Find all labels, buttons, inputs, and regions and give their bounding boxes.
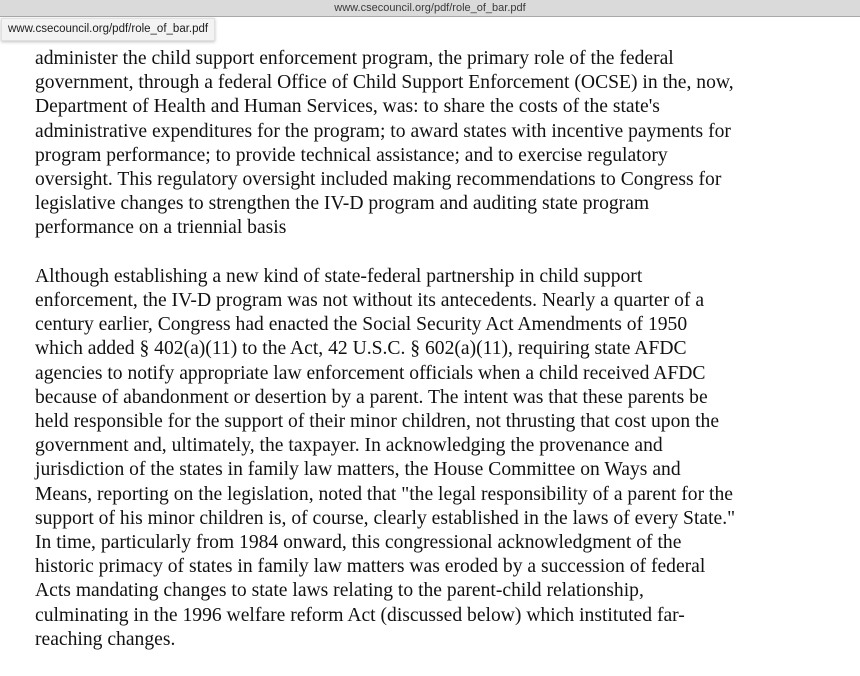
tooltip-text: www.csecouncil.org/pdf/role_of_bar.pdf: [8, 23, 209, 35]
text-line: program performance; to provide technical assistance; and to exercise regulatory: [35, 144, 668, 166]
text-line: culminating in the 1996 welfare reform Act (discussed below) which instituted far-: [35, 604, 685, 626]
text-line: Means, reporting on the legislation, noted that "the legal responsibility of a parent for the: [35, 483, 733, 505]
window-title: www.csecouncil.org/pdf/role_of_bar.pdf: [334, 2, 526, 14]
text-line: government and, ultimately, the taxpayer. In acknowledging the provenance and: [35, 435, 663, 457]
text-line: reaching changes.: [35, 628, 176, 650]
url-tooltip: [1, 18, 215, 41]
text-line: oversight. This regulatory oversight included making recommendations to Congress for: [35, 169, 722, 191]
text-line: Acts mandating changes to state laws relating to the parent-child relationship,: [35, 580, 644, 602]
text-line: In time, particularly from 1984 onward, this congressional acknowledgment of the: [35, 532, 682, 554]
text-line: century earlier, Congress had enacted the Social Security Act Amendments of 1950: [35, 314, 688, 336]
text-line: administer the child support enforcement program, the primary role of the federal: [35, 48, 674, 69]
text-line: held responsible for the support of their minor children, not thrusting that cost upon the: [35, 411, 720, 433]
text-line: agencies to notify appropriate law enforcement officials when a child received AFDC: [35, 362, 706, 384]
text-line: support of his minor children is, of course, clearly established in the laws of every State.": [35, 507, 736, 529]
text-line: legislative changes to strengthen the IV-D program and auditing state program: [35, 193, 650, 215]
pdf-document-body: [35, 47, 835, 676]
text-line: which added § 402(a)(11) to the Act, 42 U.S.C. § 602(a)(11), requiring state AFDC: [35, 338, 687, 360]
text-line: Department of Health and Human Services, was: to share the costs of the state's: [35, 96, 660, 118]
text-line: historic primacy of states in family law matters was eroded by a succession of federal: [35, 556, 706, 578]
paragraph-antecedents: [35, 265, 835, 652]
text-line: jurisdiction of the states in family law matters, the House Committee on Ways and: [35, 459, 681, 481]
text-line: government, through a federal Office of Child Support Enforcement (OCSE) in the, now,: [35, 72, 734, 94]
window-title-bar[interactable]: [0, 0, 860, 17]
paragraph-ocse-role: [35, 47, 835, 241]
text-line: performance on a triennial basis: [35, 217, 287, 239]
text-line: Although establishing a new kind of state-federal partnership in child support: [35, 265, 643, 287]
text-line: because of abandonment or desertion by a parent. The intent was that these parents be: [35, 386, 708, 408]
text-line: enforcement, the IV-D program was not without its antecedents. Nearly a quarter of a: [35, 290, 705, 312]
text-line: administrative expenditures for the program; to award states with incentive payments for: [35, 120, 731, 142]
